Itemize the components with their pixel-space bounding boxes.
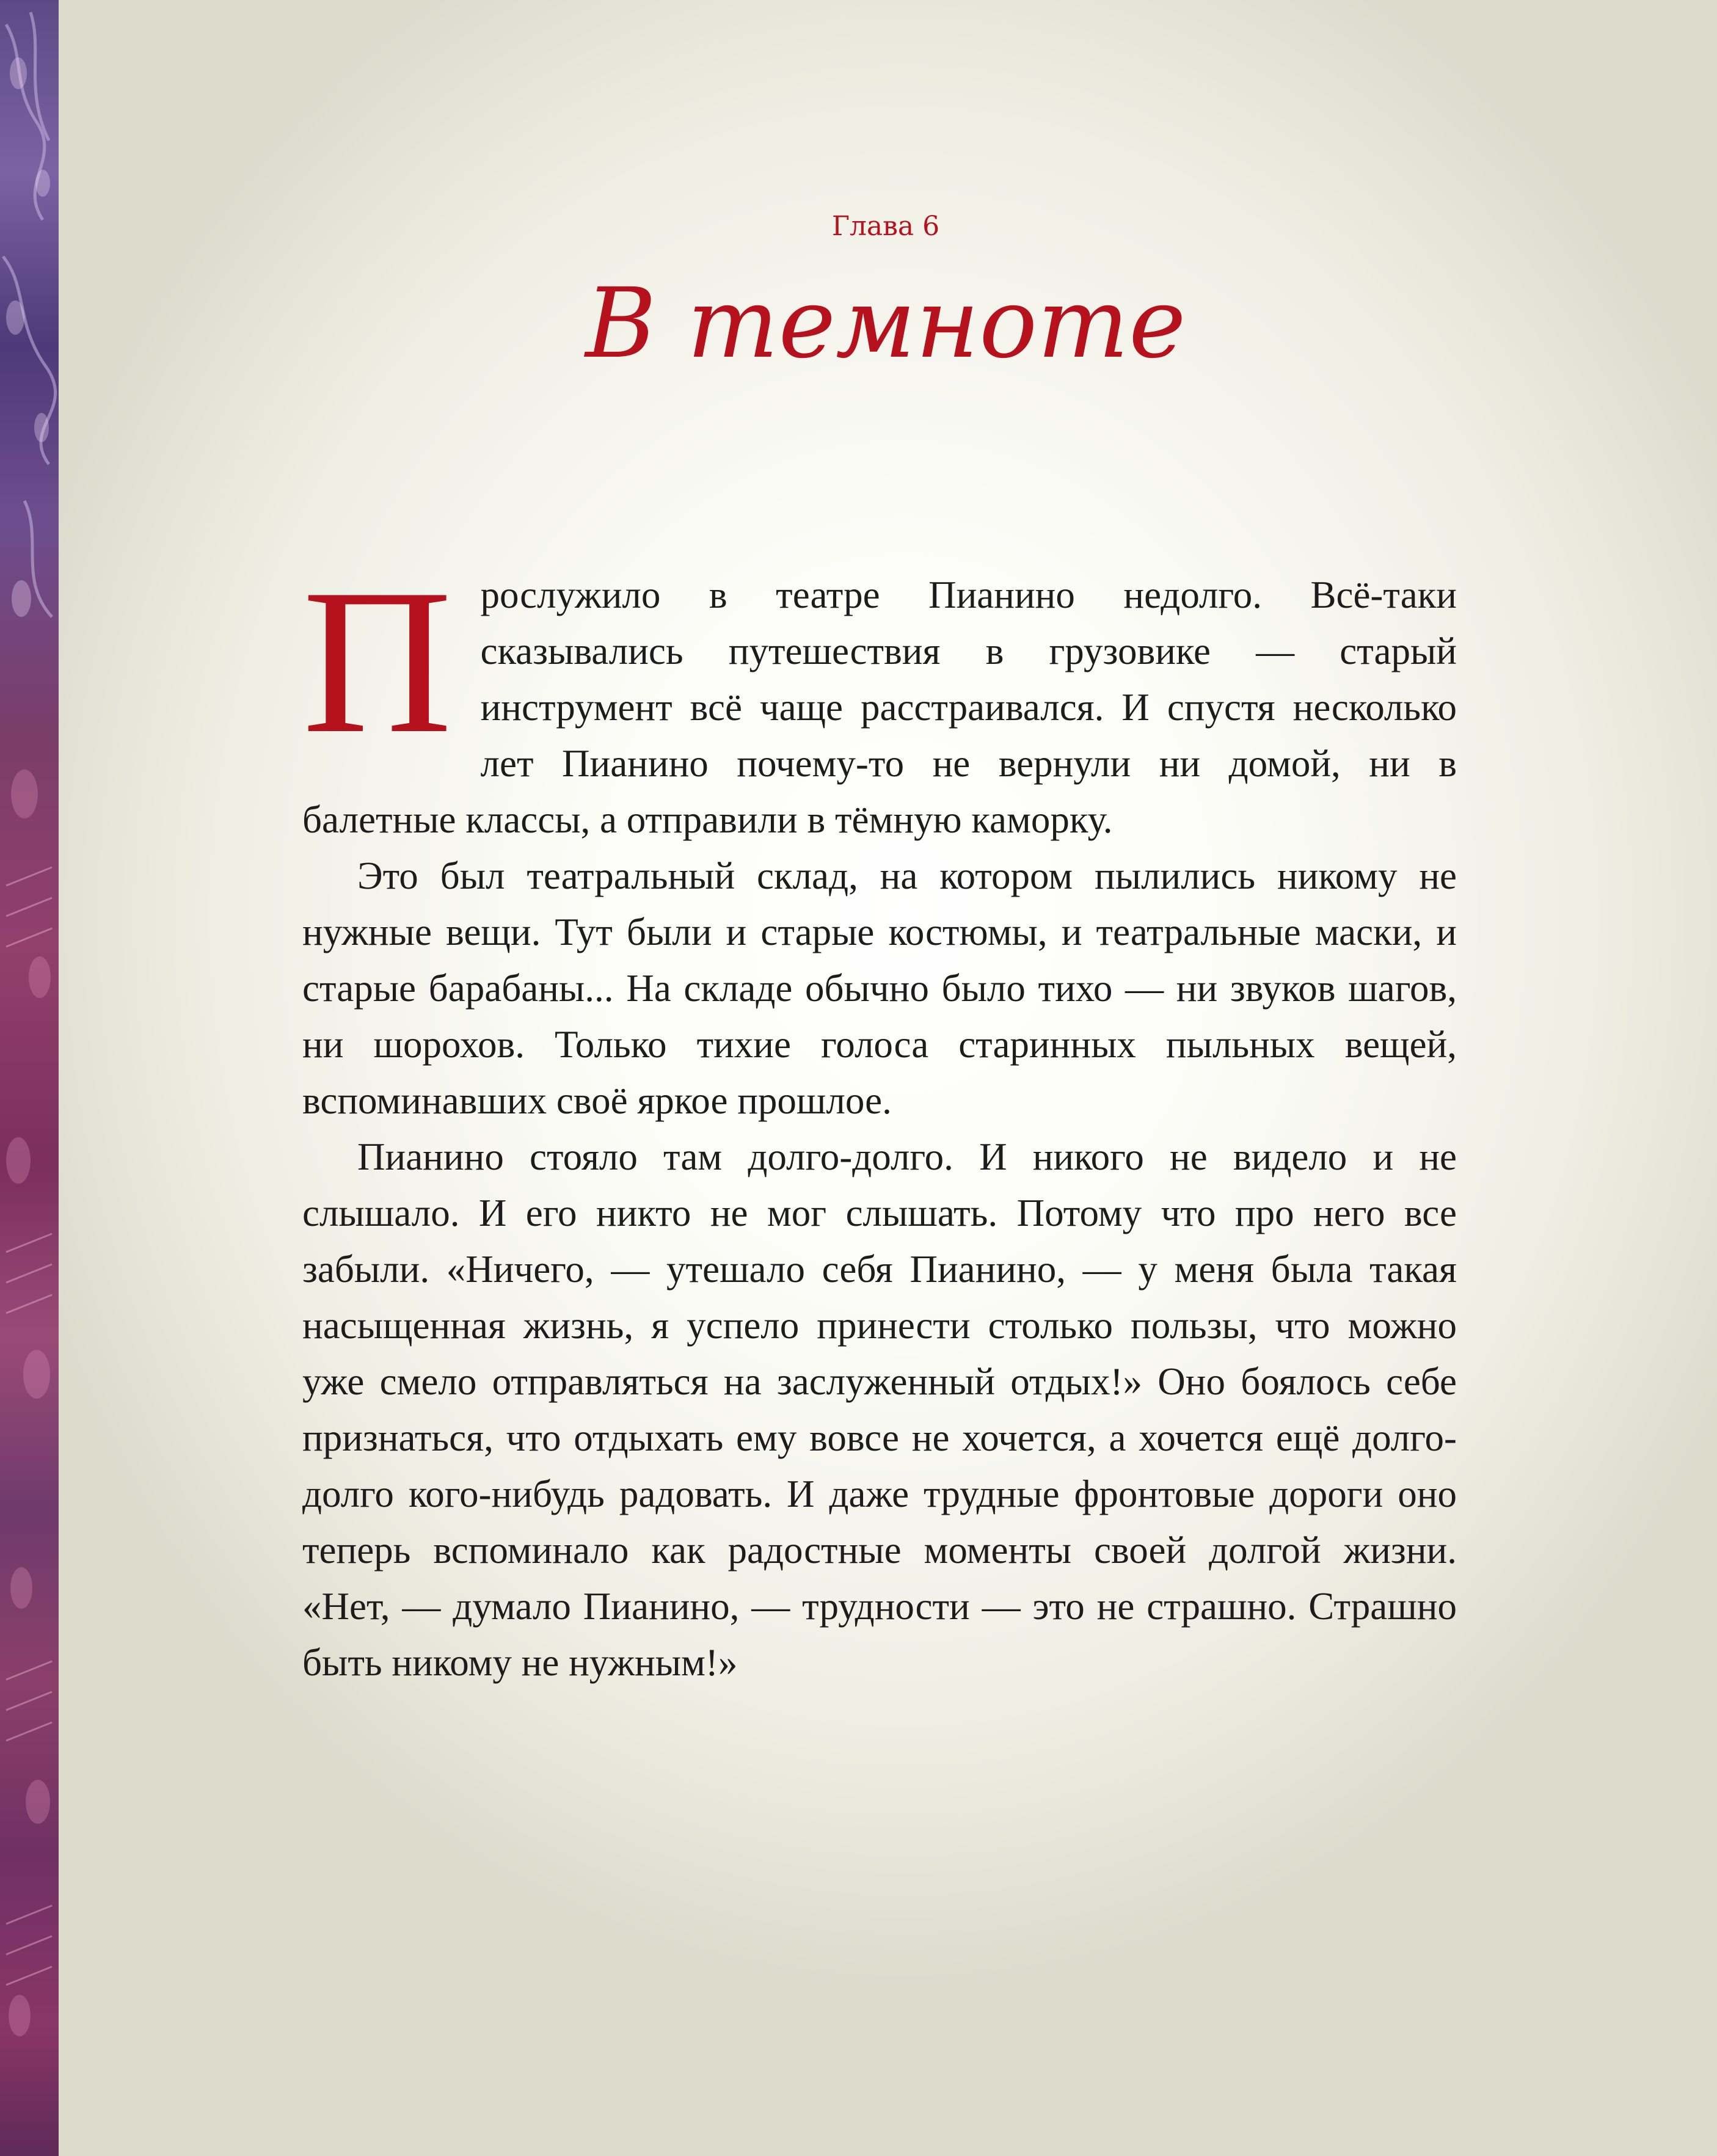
paragraph-3: Пианино стояло там долго-долго. И никого не видело и не слышало. И его никто не мог слышать. Потому что про него все забыли. «Ничего, — утешало себя Пианино, — у меня была такая насыщенная жизнь, я успело принести столько пользы, что можно уже смело отправляться на заслуженный отдых!» Оно боялось себе признаться, что отдыхать ему вовсе не хочется, а хочется ещё долго-долго кого-нибудь радовать. И даже трудные фронтовые дороги оно теперь вспоминало как радостные моменты своей долгой жизни. «Нет, — думало Пианино, — трудности — это не страшно. Страшно быть никому не нужным!»: [302, 1135, 1457, 1684]
paragraph-1-text: рослужило в театре Пианино недолго. Всё-таки сказывались путешествия в грузовике — старый инструмент всё чаще расстраивался. И спустя несколько лет Пианино почему-то не вернули ни домой, ни в балетные классы, а отправили в тёмную каморку.: [302, 574, 1457, 841]
paragraph-1: [302, 546, 1457, 848]
chapter-body: [302, 546, 1457, 1691]
paragraph-2: Это был театральный склад, на котором пылились никому не нужные вещи. Тут были и старые костюмы, и театральные маски, и старые барабаны... На складе обычно было тихо — ни звуков шагов, ни шорохов. Только тихие голоса старинных пыльных вещей, вспоминавших своё яркое прошлое.: [302, 854, 1457, 1122]
foliage-texture: [0, 0, 59, 2156]
illustration-strip: [0, 0, 59, 2156]
drop-cap: П: [302, 546, 453, 776]
chapter-label: Глава 6: [831, 211, 940, 242]
chapter-title: В темноте: [585, 268, 1186, 380]
